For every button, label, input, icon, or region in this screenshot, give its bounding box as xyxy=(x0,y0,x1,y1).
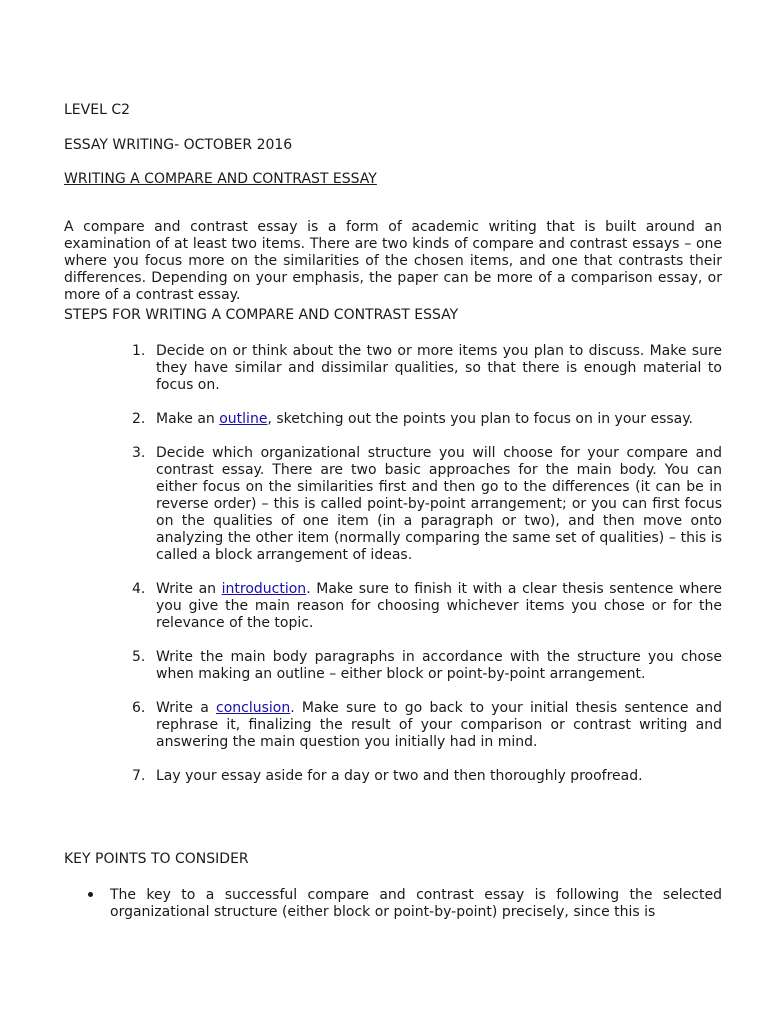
step-item-7 xyxy=(64,768,722,785)
step-text: Lay your essay aside for a day or two and then thoroughly proofread. xyxy=(156,768,643,784)
introduction-link[interactable]: introduction xyxy=(221,581,307,597)
step-text: Decide on or think about the two or more items you plan to discuss. Make sure they have similar and dissimilar qualities, so that there is enough material to focus on. xyxy=(156,343,722,393)
key-points-list xyxy=(64,887,722,921)
bullet-dot-icon xyxy=(88,892,93,897)
step-number: 1. xyxy=(132,343,146,359)
essay-date-heading: ESSAY WRITING- OCTOBER 2016 xyxy=(64,137,293,153)
step-text-post: , sketching out the points you plan to focus on in your essay. xyxy=(267,411,693,427)
intro-paragraph: A compare and contrast essay is a form of academic writing that is built around an examination of at least two items. There are two kinds of compare and contrast essays – one where you focus more on the similarities of the chosen items, and one that contrasts their differences. Depending on your emphasis, the paper can be more of a comparison essay, or more of a contrast essay. xyxy=(64,219,722,303)
document-title: WRITING A COMPARE AND CONTRAST ESSAY xyxy=(64,171,377,187)
step-item-5 xyxy=(64,649,722,683)
step-text-pre: Write a xyxy=(156,700,217,716)
step-item-3 xyxy=(64,445,722,564)
step-text-post: . Make sure to finish it with a clear thesis sentence where you give the main reason for choosing whichever items you chose or for the relevance of the topic. xyxy=(156,581,722,631)
steps-list xyxy=(64,343,722,802)
key-point-text: The key to a successful compare and contrast essay is following the selected organizational structure (either block or point-by-point) precisely, since this is xyxy=(110,887,722,920)
step-text-pre: Make an xyxy=(156,411,220,427)
step-number: 6. xyxy=(132,700,146,716)
outline-link[interactable]: outline xyxy=(219,411,268,427)
step-text-post: . Make sure to go back to your initial thesis sentence and rephrase it, finalizing the result of your comparison or contrast writing and answering the main question you initially had in mind. xyxy=(156,700,722,750)
step-number: 4. xyxy=(132,581,146,597)
steps-heading: STEPS FOR WRITING A COMPARE AND CONTRAST ESSAY xyxy=(64,307,459,323)
step-item-4 xyxy=(64,581,722,632)
key-points-heading: KEY POINTS TO CONSIDER xyxy=(64,851,249,867)
step-item-6 xyxy=(64,700,722,751)
step-item-2 xyxy=(64,411,722,428)
step-item-1 xyxy=(64,343,722,394)
conclusion-link[interactable]: conclusion xyxy=(216,700,291,716)
step-number: 2. xyxy=(132,411,146,427)
level-label: LEVEL C2 xyxy=(64,102,131,118)
step-text-pre: Write an xyxy=(156,581,222,597)
step-text: Decide which organizational structure you will choose for your compare and contrast essay. There are two basic approaches for the main body. You can either focus on the similarities first and then go to the differences (it can be in reverse order) – this is called point-by-point arrangement; or you can first focus on the qualities of one item (in a paragraph or two), and then move onto analyzing the other item (normally comparing the same set of qualities) – this is called a block arrangement of ideas. xyxy=(156,445,722,563)
document-page xyxy=(64,0,722,1024)
step-number: 5. xyxy=(132,649,146,665)
key-point-item xyxy=(64,887,722,921)
step-number: 7. xyxy=(132,768,146,784)
step-text: Write the main body paragraphs in accordance with the structure you chose when making an outline – either block or point-by-point arrangement. xyxy=(156,649,722,682)
step-number: 3. xyxy=(132,445,146,461)
